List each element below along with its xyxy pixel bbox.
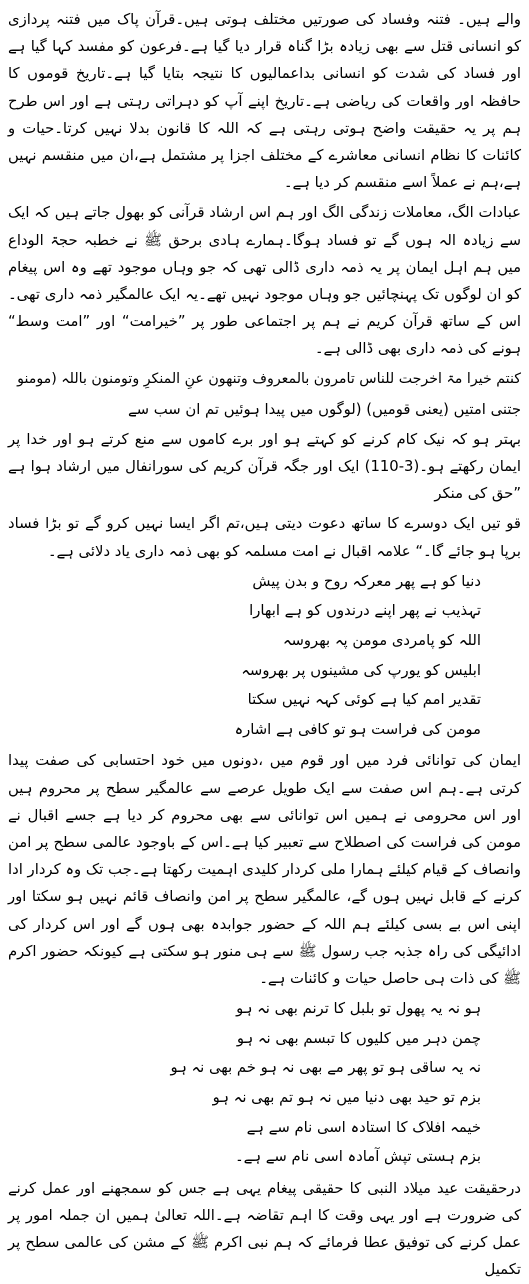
poem-verse: اللہ کو پامردی مومن پہ بھروسہ: [282, 632, 481, 650]
poem-verse: بزم ہستی تپش آمادہ اسی نام سے ہے۔: [235, 1148, 481, 1166]
poem-verse: خیمہ افلاک کا استادہ اسی نام سے ہے: [246, 1118, 481, 1136]
paragraph-translation-cont: بہتر ہو کہ نیک کام کرنے کو کہتے ہو اور برے کاموں سے منع کرتے ہو اور خدا پر ایمان رکھتے ہو۔(3-110) ایک اور جگہ قرآن کریم کی سورانفال میں ارشاد ہوا ہے ”حق کی منکر: [8, 430, 522, 503]
poem-verse: نہ یہ ساقی ہو تو پھر مے بھی نہ ہو خم بھی نہ ہو: [170, 1059, 481, 1077]
poem-iqbal-second: [8, 994, 521, 1172]
poem-verse: ہو نہ یہ پھول تو بلبل کا ترنم بھی نہ ہو: [236, 1000, 481, 1018]
paragraph-responsibility: عبادات الگ، معاملات زندگی الگ اور ہم اس ارشاد قرآنی کو بھول جاتے ہیں کہ ایک سے زیادہ الہ ہوں گے تو فساد ہوگا۔ہمارے ہادی برحق ﷺ نے خطبہ حجۃ الوداع میں ہم اہل ایمان پر یہ ذمہ داری ڈالی تھی کہ جو وہاں موجود تھے وہ اس پیغام کو ان لوگوں تک پہنچائیں جو وہاں موجود نہیں تھے۔یہ ایک عالمگیر ذمہ داری تھی۔اس کے ساتھ قرآن کریم نے ہم پر اجتماعی طور پر ”خیرامت“ اور ”امت وسط“ ہونے کی ذمہ داری بھی ڈالی ہے۔: [8, 204, 521, 358]
poem-verse: دنیا کو ہے پھر معرکہ روح و بدن پیش: [252, 572, 481, 590]
arabic-verse-quote: کنتم خیرا مۃ اخرجت للناس تامرون بالمعروف وتنھون عنِ المنکرِ وتومنون باللہ (مومنو: [17, 370, 521, 387]
paragraph-iqbal-intro: قو تیں ایک دوسرے کا ساتھ دعوت دیتی ہیں،تم اگر ایسا نہیں کرو گے تو بڑا فساد برپا ہو جائے گا۔“ علامہ اقبال نے امت مسلمہ کو بھی ذمہ داری یاد دلائی ہے۔: [8, 515, 521, 560]
poem-verse: ابلیس کو یورپ کی مشینوں پر بھروسہ: [241, 661, 481, 679]
poem-verse: مومن کی فراست ہو تو کافی ہے اشارہ: [234, 720, 481, 738]
paragraph-conclusion: درحقیقت عید میلاد النبی کا حقیقی پیغام یہی ہے جس کو سمجھنے اور عمل کرنے کی ضرورت ہے اور یہی وقت کا اہم تقاضہ ہے۔اللہ تعالیٰ ہمیں ان جملہ امور پر عمل کرنے کی توفیق عطا فرمائے کہ ہم نبی اکرم ﷺ کے مشن کی عالمی سطح پر تکمیل: [8, 1179, 521, 1279]
poem-verse: تہذیب نے پھر اپنے درندوں کو ہے ابھارا: [249, 602, 481, 620]
paragraph-faith-energy: ایمان کی توانائی فرد میں اور قوم میں ،دونوں میں خود احتسابی کی صفت پیدا کرتی ہے۔ہم اس صفت سے ایک طویل عرصے سے عالمگیر سطح پر محروم ہیں اور اس محرومی نے ہمیں اس توانائی سے بھی محروم کر دیا ہے جسے اقبال نے مومن کی فراست کی اصطلاح سے تعبیر کیا ہے۔اس کے باوجود عالمی سطح پر امن وانصاف کے قیام کیلئے ہمارا ملی کردار کلیدی اہمیت رکھتا ہے۔جب تک وہ کردار ادا کرنے کے قابل نہیں ہوں گے، عالمگیر سطح پر امن وانصاف قائم نہیں ہو سکتا اور اپنی اس بے بسی کیلئے ہم اللہ کے حضور جوابدہ بھی ہوں گے اور اس کردار کی ادائیگی کی راہ جذبہ جب رسول ﷺ سے ہی منور ہو سکتی ہے کیونکہ حضور اکرم ﷺ کی ذات ہی حاصل حیات و کائنات ہے۔: [8, 752, 521, 988]
poem-verse: بزم تو حید بھی دنیا میں نہ ہو تم بھی نہ ہو: [212, 1089, 481, 1107]
poem-verse: تقدیر امم کیا ہے کوئی کہہ نہیں سکتا: [247, 691, 481, 709]
paragraph-translation-line: جتنی امتیں (یعنی قومیں) (لوگوں میں پیدا ہوئیں تم ان سب سے: [127, 400, 521, 418]
poem-iqbal-first: [8, 567, 521, 745]
paragraph-intro: والے ہیں۔ فتنہ وفساد کی صورتیں مختلف ہوتی ہیں۔قرآن پاک میں فتنہ پردازی کو انسانی قتل سے بھی زیادہ بڑا گناہ قرار دیا گیا ہے۔فرعون کو مفسد کہا گیا ہے اور فساد کی شدت کو انسانی بداعمالیوں کا نتیجہ بتایا گیا ہے۔تاریخ قوموں کا حافظہ اور واقعات کی ریاضی ہے۔تاریخ اپنے آپ کو دہراتی رہتی ہے اور اس طرح ہم پر یہ حقیقت واضح ہوتی رہتی ہے کہ اللہ کا قانون بدلا نہیں کرتا۔حیات و کائنات کا نظام انسانی معاشرے کے مختلف اجزا پر مشتمل ہے،ان میں منقسم نہیں ہے،ہم نے عملاً اسے منقسم کر دیا ہے۔: [8, 11, 521, 192]
poem-verse: چمن دہر میں کلیوں کا تبسم بھی نہ ہو: [236, 1029, 481, 1047]
